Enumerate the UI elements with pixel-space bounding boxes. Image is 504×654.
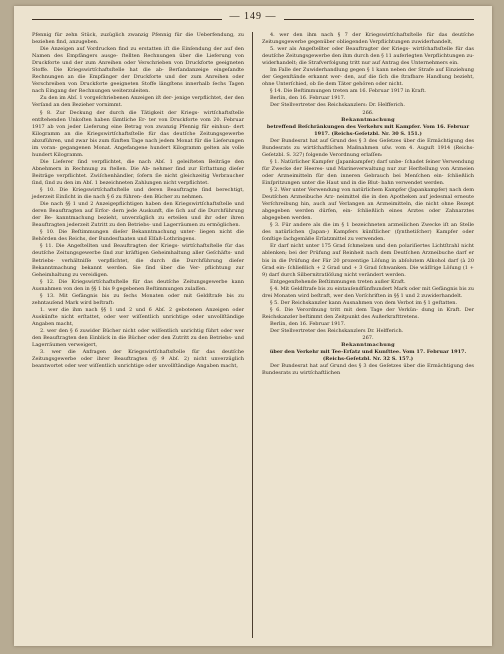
section-heading: Bekanntmachung [341,342,395,349]
paragraph: Die Anzeigen auf Vordrucken find zu erstatten iſt die Einſendung der auf den Namen des Empfängers ausge- ſtellten Rechnungen über die Lieferung von Druckforte und der zum Anreihen oder Verschrieben von Druckforte geeigneten Stoffe. Die Kriegswirtſchaftsſtelle hat die ab- Berſandanzeige eingeſandte Rechnungen an die Empfänger der Druckforte und der zum Anreihen oder Verschreiben von Druckforte geeigneten Stoffe längſtens innerhalb ſechs Tagen nach Eingang der Rechnungen weiterzuleiten. [32,46,244,95]
paragraph: Der Stellvertreter des Reichskanzlers Dr. Helfferich. [270,327,404,334]
paragraph: über den Verkehr mit Tee-Erſatz und Kunſttee. Vom 17. Februar 1917. (Reichs-Geſetzbl. Nr. 32 S. 157.) [269,349,467,363]
entry-number: 266. [362,109,374,116]
paragraph: § 13. Mit Gefängnis bis zu ſechs Monaten oder mit Geldſtrafe bis zu zehntauſend Mark wird beſtraft: [32,292,244,306]
paragraph: Er darf nicht unter 175 Grad ſchmelzen und den polariſiertes Lichtſtrahl nicht ablenken; bei der Prüfung auf Reinheit nach dem Deutſchen Arzneibuche darf er bis in die Prüfung der Fär 20 prozentige Löſung in abſolutem Alkohol darf (à 20 Grad ein- ſchließlich + 2 Grad und + 3 Grad ſchwanken. Die wäſſrige Löſung (1 + 9) darf durch Silbernitratlöſung nicht verändert werden. [262,243,474,278]
paragraph: Berlin, den 16. Februar 1917. [270,320,346,327]
entry-number: 267. [362,335,374,342]
paragraph: § 4. Mit Geldſtrafe bis zu eintauſendfünfhundert Mark oder mit Gefängnis bis zu drei Monaten wird beſtraft, wer den Vorſchriften in §§ 1 und 2 zuwiderhandelt. [262,285,474,299]
left-column [32,32,244,370]
paragraph: § 8. Zur Deckung der durch die Tätigkeit der Kriegs- wirtſchaftsſtelle entſtehenden Unkoſten haben ſämtliche Er- ter von Druckforte vom 20. Februar 1917 ab von jeder Lieferung eine Betrag von zwanzig Pfennig für einhun- dert Kilogramm an die Kriegswirtſchaftsſtelle für das deutſche Zeitungsgewerbe abzuführen, und zwar bis zum fünften Tage nach jedem Monat für die Lieferungen im voran- gegangenen Monat. Angefangene hundert Kilogramm gelten als volle hundert Kilogramm. [32,109,244,158]
paragraph: § 14. Die Beſtimmungen treten am 16. Februar 1917 in Kraft. [270,88,426,95]
paragraph: § 11. Die Angeſtellten und Beauftragten der Kriegs- wirtſchaftsſtelle für das deutſche Zeitungsgewerbe ſind zur kräftigen Geheimhaltung aller Geſchäfts- und Betriebs- verhältniſſe verpflichtet, die durch die Durchführung dieſer Bekanntmachung bekannt werden. Sie ſind über die Ver- pflichtung zur Geheimhaltung zu vereidigen. [32,243,244,278]
paragraph: 2. wer den § 6 zuwider Bücher nicht oder wiſſentlich unrichtig führt oder wer den Beauftragten den Einblick in die Bücher oder den Zutritt zu den Betriebs- und Lagerräumen verweigert, [32,327,244,349]
paragraph: 5. wer als Angeſtellter oder Beauftragter der Kriegs- wirtſchaftsſtelle für das deutſche Zeitungsgewerbe den ihm durch den § 11 auferlegten Verpflichtungen zu- widerhandelt; die Strafverfolgung tritt nur auf Antrag des Unternehmers ein. [262,46,474,67]
paragraph: § 10. Die Kriegswirtſchaftsſtelle und deren Beauftragte ſind berechtigt, jederzeit Einſicht in die nach § 6 zu führen- den Bücher zu nehmen. [32,187,244,201]
page-header [14,10,492,28]
column-divider [252,32,253,638]
page-number: — 149 — [229,11,277,22]
paragraph: Berlin, den 16. Februar 1917. [270,95,346,102]
gazette-page [14,6,492,646]
paragraph: Der Stellvertreter des Reichskanzlers: Dr. Helfferich. [270,102,405,109]
paragraph: Pfennig für zehn Stück, zuzüglich zwanzig Pfennig für die Ueberfendung, zu beziehen find, anzugeben. [32,32,244,46]
right-column [262,32,474,377]
paragraph: § 2. Wer unter Verwendung von natürlichem Kampfer (Japankampfer) nach dem Deutſchen Arzneibuche Arz- neimittel die in den Apotheken auf jedesmal erneute Verſchreibung hin, auch auf Verlangen an Arzneimitteln, die nicht ohne Rezept abgegeben werden dürfen, ein- ſchließlich eines Arztes oder Zahnarztes abgegeben werden. [262,187,474,222]
paragraph: Zu den im Abſ. 1 vorgeſchriebenen Anzeigen iſt der- jenige verpflichtet, der den Verſand an den Bezieher vornimmt. [32,95,244,109]
paragraph: Der Bundesrat hat auf Grund des § 3 des Geſetzes über die Ermächtigung des Bundesrats zu wirtſchaftlichen [262,363,474,377]
paragraph: § 10. Die Beſtimmungen dieſer Bekanntmachung unter- liegen nicht die Behörden des Reichs, der Bundesſtaaten und Elſaß-Lothringens. [32,229,244,243]
paragraph: 3. wer die Anfragen der Kriegswirtſchaftsſtelle für das deutſche Zeitungsgewerbe oder ihrer Beauftragten (§ 9 Abſ. 2) nicht unverzüglich beantwortet oder wer wiſſentlich unrichtige oder unvollſtändige Angaben macht, [32,349,244,370]
paragraph: 4. wer den ihm nach § 7 der Kriegswirtſchaftsſtelle für das deutſche Zeitungsgewerbe gegenüber obliegenden Verpflichtungen zuwiderhandelt, [262,32,474,46]
paragraph: § 1. Natürlicher Kampfer (Japankampfer) darf unbe- ſchadet ſeiner Verwendung für Zwecke der Heeres- und Marineverwaltung nur zur Herſtellung von Arzneien oder Arzneimitteln für den inneren Gebrauch bei Menſchen ein- ſchließlich Einſpritzungen unter die Haut und in die Blut- bahn verwendet werden. [262,158,474,186]
paragraph: Die Lieferer ſind verpflichtet, die nach Abſ. 1 geleiſteten Beiträge den Abnehmern in Rechnung zu ſtellen. Die Ab- nehmer ſind zur Erſtattung dieſer Beiträge verpflichtet. Zwiſchenhändler, ſofern ſie nicht gleichzeitig Verbraucher ſind, ſind zu den im Abſ. 1 bezeichneten Zahlungen nicht verpflichtet. [32,158,244,186]
paragraph: Im Falle der Zuwiderhandlung gegen § 1 kann neben der Strafe auf Einziehung der Gegenſtände erkannt wer- den, auf die ſich die ſtrafbare Handlung bezieht, ohne Unterſchied, ob ſie dem Täter gehören oder nicht. [262,67,474,88]
paragraph: betreffend Beſchränkungen des Verkehrs mit Kampfer. Vom 16. Februar 1917. (Reichs-Geſetzbl. Nr. 30 S. 151.) [266,123,470,137]
paragraph: Entgegenſtehende Beſtimmungen treten außer Kraft. [270,278,406,285]
paragraph: § 3. Für andere als die im § 1 bezeichneten arzneilichen Zwecke iſt an Stelle des natürlichen (Japan-) Kampfers künſtlicher (ſynthetiſcher) Kampfer oder ſonſtige ſachgemäße Erſatzmittel zu verwenden. [262,222,474,243]
paragraph: Der Bundesrat hat auf Grund des § 3 des Geſetzes über die Ermächtigung des Bundesrats zu wirtſchaftlichen Maßnahmen uſw. vom 4. Auguſt 1914 (Reichs-Geſetzbl. S. 327) folgende Verordnung erlaſſen: [262,137,474,158]
paragraph: § 6. Die Verordnung tritt mit dem Tage der Verkün- dung in Kraft. Der Reichskanzler beſtimmt den Zeitpunkt des Außerkrafttretens. [262,306,474,320]
header-rule-right [284,19,474,20]
section-heading: Bekanntmachung [341,116,395,123]
paragraph: Die nach §§ 1 und 2 Anzeigepflichtigen haben den Kriegswirtſchaftsſtelle und deren Beauftragten auf Erfor- dern jede Auskunft, die ſich auf die Durchführung der Be- kanntmachung bezieht, unverzüglich zu erteilen und ihr oder ihren Beauftragten jederzeit Zutritt zu den Betriebs- und Lagerräumen zu ermöglichen. [32,201,244,229]
paragraph: 1. wer die ihm nach §§ 1 und 2 und 6 Abſ. 2 gebotenen Anzeigen oder Auskünfte nicht erſtattet, oder wer wiſſentlich unrichtige oder unvollſtändige Angaben macht, [32,306,244,327]
paragraph: § 5. Der Reichskanzler kann Ausnahmen von dem Verbot im § 1 geſtatten. [270,299,458,306]
paragraph: § 12. Die Kriegswirtſchaftsſtelle für das deutſche Zeitungsgewerbe kann Ausnahmen von den in §§ 1 bis 9 gegebenen Beſtimmungen zulaſſen. [32,278,244,292]
